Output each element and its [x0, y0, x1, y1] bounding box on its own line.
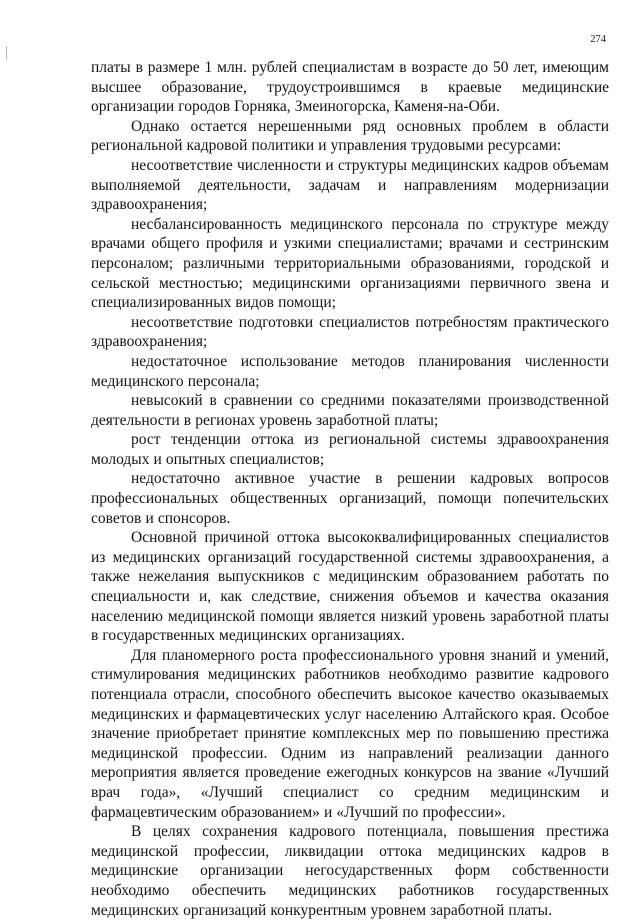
- scan-margin-mark: [6, 46, 7, 60]
- list-item-4: недостаточное использование методов планирования численности медицинского персонала;: [91, 352, 609, 390]
- list-item-6: рост тенденции оттока из региональной системы здравоохранения молодых и опытных специалистов;: [91, 431, 609, 468]
- paragraph-2: Однако остается нерешенными ряд основных проблем в области региональной кадровой политики и управления трудовыми ресурсами:: [91, 117, 609, 155]
- paragraph-4: Для планомерного роста профессионального уровня знаний и умений, стимулирования медицинских работников необходимо развитие кадрового потенциала отрасли, способного обеспечить высокое качество оказываемых медицинских и фармацевтических услуг населению Алтайского края. Особое значение приобретает принятие комплексных мер по повышению престижа медицинской профессии. Одним из направлений реализации данного мероприятия является проведение ежегодных конкурсов на звание «Лучший врач года», «Лучший специалист со средним медицинским и фармацевтическим образованием» и «Лучший по профессии».: [91, 646, 609, 821]
- paragraph-1: платы в размере 1 млн. рублей специалистам в возрасте до 50 лет, имеющим высшее образование, трудоустроившимся в краевые медицинские организации городов Горняка, Змеиногорска, Каменя-на-Оби.: [91, 59, 609, 116]
- paragraph-5: В целях сохранения кадрового потенциала, повышения престижа медицинской профессии, ликвидации оттока медицинских кадров в медицинские организации негосударственных форм собственности необходимо обеспечить медицинских работников государственных медицинских организаций конкурентным уровнем заработной платы.: [91, 823, 609, 919]
- paragraph-3: Основной причиной оттока высококвалифицированных специалистов из медицинских организаций государственной системы здравоохранения, а также нежелания выпускников с медицинским образованием работать по специальности и, как следствие, снижения объемов и качества оказания населению медицинской помощи является низкий уровень заработной платы в государственных медицинских организациях.: [91, 529, 609, 645]
- list-item-3: несоответствие подготовки специалистов потребностям практического здравоохранения;: [91, 313, 609, 351]
- list-item-7: недостаточно активное участие в решении кадровых вопросов профессиональных общественных организаций, помощи попечительских советов и спонсоров.: [91, 470, 609, 527]
- list-item-5: невысокий в сравнении со средними показателями производственной деятельности в регионах уровень заработной платы;: [91, 392, 609, 429]
- page-number: 274: [590, 34, 606, 45]
- body-text: [91, 58, 609, 920]
- list-item-1: несоответствие численности и структуры медицинских кадров объемам выполняемой деятельности, задачам и направлениям модернизации здравоохранения;: [91, 156, 609, 214]
- list-item-2: несбалансированность медицинского персонала по структуре между врачами общего профиля и узкими специалистами; врачами и сестринским персоналом; различными территориальными образованиями, городской и сельской местностью; медицинскими организациями первичного звена и специализированных видов помощи;: [91, 215, 609, 312]
